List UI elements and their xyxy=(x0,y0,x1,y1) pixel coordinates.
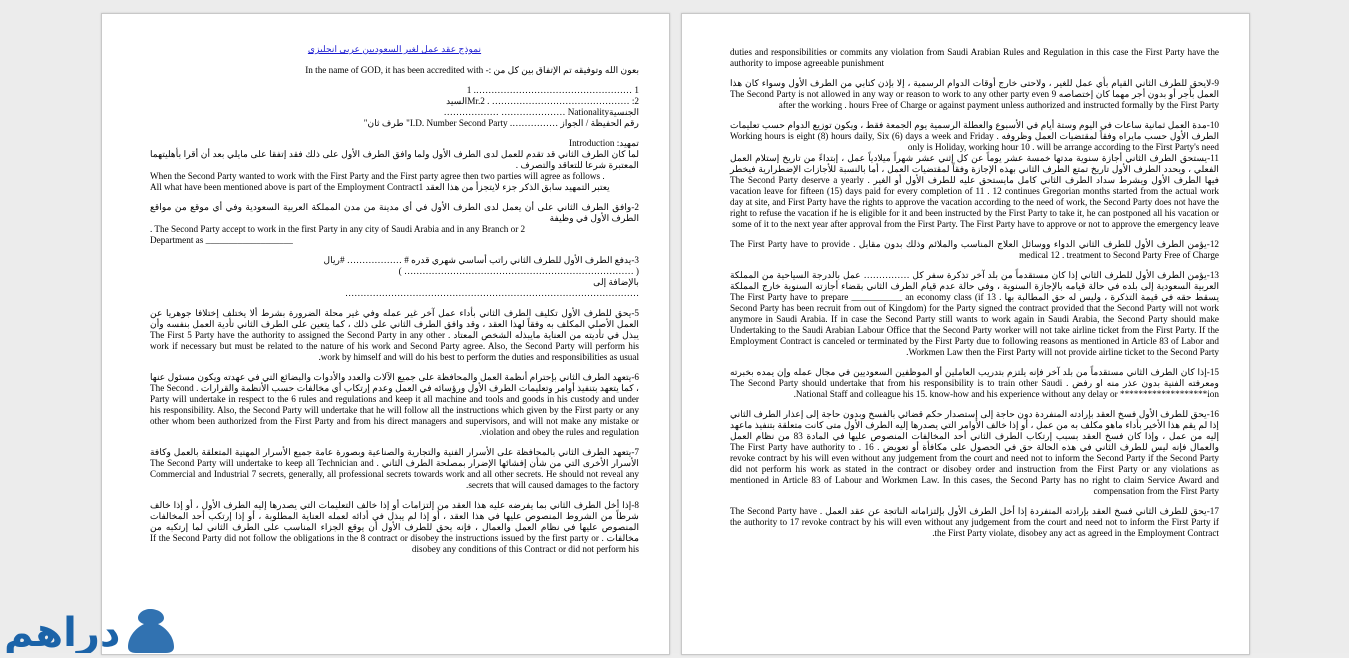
svg-text:دراهم: دراهم xyxy=(4,610,121,653)
paragraph-gap xyxy=(730,358,1219,367)
paragraph-text: 17-يحق للطرف الثاني فسخ العقد بإرادته المنفردة إذا أخل الطرف الأول بإلتزاماته الناتجة عن عقد العمل . The Second Party have the authority to 17 revoke contract by his will even without any judgement from the court and need not to inform the First Party if the First Party violate, disobey any act as agreed in the Employment Contract. xyxy=(730,506,1219,538)
paragraph-text: 6-يتعهد الطرف الثاني بإحترام أنظمة العمل والمحافظة على جميع الآلات والعدد والأدوات والبضائع التي في عهدته ويكون مسئول عنها ، كما يتعهد بتنفيذ أوامر وتعليمات الطرف الأول ورؤسائه في العمل وعدم إرتكاب أي مخالفات حسب الأنظمة والقرارات . The Second Party will undertake in respect to the 6 rules and regulations and keep it all machine and tools and goods in his custody and under his responsibility. Also, the Second Party will undertake that he will follow all the instructions which given by the First party or any other whom been authorized from the First Party and from his direct managers and supervisors, and will not make any mistake or violation and obey the rules and regulation. xyxy=(150,372,639,437)
paragraph-text: 10-مدة العمل ثمانية ساعات في اليوم وستة أيام في الأسبوع والعطلة الرسمية يوم الجمعة فقط ، ويكون توزيع الدوام حسب تعليمات الطرف الأول حسب مايراه وفقاً لمقتضيات العمل وظروفه . Working hours is eight (8) hours daily, Six (6) days a week and Friday only is Holiday, working hour 10 . will be arrange according to the First Party's need xyxy=(730,120,1219,152)
document-page-right xyxy=(681,13,1250,655)
paragraph-text: 7-يتعهد الطرف الثاني بالمحافظة على الأسرار الفنية والتجارية والصناعية وبصورة عامة جميع الأسرار المهنية المتعلقة بالعمل وكافة الأسرار الأخرى التي من شأن إفشائها الإضرار بمصلحة الطرف الثاني . The Second Party will undertake to keep all Technician and Commercial and Industrial 7 secrets, generally, all professional secrets towards work and all other secrets. He should not reveal any secrets that will caused damages to the factory. xyxy=(150,447,639,490)
paragraph-gap xyxy=(150,491,639,500)
paragraph-text: ( ………………………………………………………………… ) xyxy=(398,266,639,276)
paragraph-text: 8-إذا أخل الطرف الثاني بما يفرضه عليه هذا العقد من إلتزامات أو إذا خالف التعليمات التي يصدرها إليه الطرف الأول ، أو إذا خالف شرطاً من الشروط المنصوص عليها في هذا العقد ، أو إذا لم يبذل في أدائه لعمله العناية المطلوبة ، أو إذا إرتكب أحد المخالفات المنصوص عليها في نظام العمل والعمال ، فإنه يحق للطرف الأول أن يوقع الجزاء المناسب على الطرف الثاني لما إرتكبه من مخالفات . If the Second Party did not follow the obligations in the 8 contract or disobey the instructions issued by the first party or disobey any conditions of this Contract or did not perform his xyxy=(150,500,640,554)
document-title[interactable]: نموذج عقد عمل لغير السعوديين عربي انجليزي xyxy=(307,44,482,54)
paragraph-gap xyxy=(150,76,639,85)
paragraph-text: بعون الله وتوفيقه تم الإتفاق بين كل من :- In the name of GOD, it has been accredited with xyxy=(305,65,639,75)
money-bag-icon xyxy=(0,596,190,653)
document-page-left xyxy=(101,13,670,655)
paragraph-gap xyxy=(150,438,639,447)
paragraph-text: 2-وافق الطرف الثاني على أن يعمل لدى الطرف الأول في أي مدينة من مدن المملكة العربية السعودية وفي أي موقع من مواقع الطرف الأول في وظيفة xyxy=(150,202,639,223)
paragraph-text: 5-يحق للطرف الأول تكليف الطرف الثاني بأداء عمل آخر غير عمله وفي غير محلة الضرورة بشرط ألا يختلف إختلافا جوهريا عن العمل الأصلي المكلف به وفقاً لهذا العقد ، وقد وافق الطرف الثاني على ذلك ، كما يتعين على الطرف الثاني تأدية العمل بنفسه وأن يبذل في تأديته من العناية مايبذله الشخص المعتاد . The First 5 Party have the authority to assigned the Second Party in any other work if necessary but must be related to the nature of his work and Second Party agree. Also, the Second Party will perform his work by himself and will do his best to perform the duties and responsibilities as usual. xyxy=(150,308,639,362)
paragraph-gap xyxy=(150,363,639,372)
paragraph-gap xyxy=(730,261,1219,270)
paragraph-gap xyxy=(730,69,1219,78)
paragraph-text: Mr.2 . ……………………………………… :2السيد xyxy=(446,96,639,106)
paragraph-text: بالإضافة إلى xyxy=(593,277,639,287)
paragraph-text: When the Second Party wanted to work with the First Party and the First party agree then two parties will agree as follows . xyxy=(150,171,605,181)
paragraph-gap xyxy=(730,230,1219,239)
paragraph-gap xyxy=(150,299,639,308)
paragraph-gap xyxy=(730,111,1219,120)
page-content-left xyxy=(150,44,639,555)
paragraph-text: 12-يؤمن الطرف الأول للطرف الثاني الدواء ووسائل العلاج المناسب والملائم وذلك بدون مقابل . The First Party have to provide medical 12 . treatment to Second Party Free of Charge xyxy=(730,239,1219,260)
page-content-right xyxy=(730,47,1219,539)
left-page-text xyxy=(150,65,639,555)
paragraph-text: All what have been mentioned above is part of the Employment Contract1 يعتبر التمهيد سابق الذكر جزء لايتجزأ من هذا العقد xyxy=(150,182,610,192)
paragraph-text: 1 ……………………………………………. 1 xyxy=(466,85,639,95)
paragraph-gap xyxy=(150,246,639,255)
paragraph-text: . The Second Party accept to work in the first Party in any city of Saudi Arabia and in any Branch or 2 xyxy=(150,224,526,234)
paragraph-gap xyxy=(730,497,1219,506)
paragraph-text: 3-يدفع الطرف الأول للطرف الثاني راتب أساسي شهري قدره # ……………… #ريال xyxy=(323,255,639,265)
paragraph-text: 13-يؤمن الطرف الأول للطرف الثاني إذا كان مستقدماً من بلد آخر تذكرة سفر كل …………… عمل بالدرجة السياحية من المملكة العربية السعودية إلى بلده في حالة قيامه بالإجازة السنوية ، وفي حالة عدم قيام الطرف الثاني بقضاء أجازته السنوية خارج المملكة يسقط حقه في قيمة التذكرة ، وليس له حق المطالبة بها . 13 The First Party have to prepare ___________ an economy class (if Second Party has been recruit from out of Kingdom) for the Party signed the contract provided that the Second Party will not work anymore in Saudi Arabia. If in case the Second Party still wants to work again in Saudi Arabia, the Second Party should make Undertaking to the Saudi Arabian Labour Office that the Second Party worker will not take airline ticket from the First Party. If the Employment Contract is canceled or terminated by the First Party due to following reasons as mentioned in Article 83 of Labor and Workmen Law then the First Party will not provide airline ticket to the Second Party. xyxy=(730,270,1220,357)
paragraph-text: 16-يحق للطرف الأول فسخ العقد بإرادته المنفردة دون حاجة إلى إستصدار حكم قضائي بالفسخ وبدون حاجة إلى إعذار الطرف الثاني إذا لم يقم هذا الأخير بأداء ماهو مكلف به من عمل ، أو إذا خالف الأوامر التي يصدرها إليه الطرف الأول متى كانت متعلقة بتنفيذ ماعهد إليه من عمل ، وإذا كان فسخ العقد بسبب إرتكاب الطرف الثاني أحد المخالفات المنصوص عليها في المادة 83 من نظام العمل والعمال فإنه ليس للطرف الثاني في هذه الحالة حق في الحصول على مكافأة أو تعويض . 16 . The First Party have authority to revoke contract by his will even without any judgement from the court and need not to inform the Second Party if the Second Party did not perform his work as stated in the contract or disobey order and instruction from the First Party or any violations as mentioned in Article 83 of Labour and Workmen Law. In this cases, the Second Party has no right to claim Service Award and compensation from the First Party xyxy=(730,409,1220,496)
paragraph-text: تمهيد: Introduction xyxy=(569,138,639,148)
paragraph-text: رقم الحفيظة / الجواز ……………. I.D. Number Second Party" طرف ثان" xyxy=(363,118,639,128)
paragraph-gap xyxy=(150,129,639,138)
paragraph-gap xyxy=(150,193,639,202)
right-page-text xyxy=(730,47,1219,539)
paragraph-text: 11-يستحق الطرف الثاني أجازة سنوية مدتها خمسة عشر يوماً عن كل إثني عشر شهراً ميلادياً عمل ، إبتداءً من تاريخ إستلام العمل الفعلي ، ويحدد الطرف الأول تاريخ تمتع الطرف الثاني بهذه الإجازة وفقاً لمقتضيات العمل ، أما بالنسبة للأجازات الإضطرارية فيخطر فيها الطرف الأول ويشرط سداد الطرف الثاني كامل مايستحق عليه للطرف الأول أو الغير . The Second Party deserve a yearly vacation leave for fifteen (15) days paid for every completion of 11 . 12 continues Gregorian months started from the actual work day at site, and First Party have the rights to approve the vacation according to the need of work, the Second Party does not have the right to refuse the vacation if he is eligible for it and been instructed by the First Party to take it, he can postponed all his vacation or some of it to the next year after approval from the First Party. The First Party have to approve or not to approve the emergency leave xyxy=(730,153,1219,229)
paragraph-text: Department as ___________________ xyxy=(150,235,293,245)
paragraph-text: 15-إذا كان الطرف الثاني مستقدماً من بلد آخر فإنه يلتزم بتدريب العاملين أو الموظفين السعوديين في مجال عمله وإن يمده بخبرته ومعرفته الفنية بدون عذر منه او رفض . The Second Party should undertake that from his responsibility is to train other Saudi National Staff and colleague his 15. know-how and his experience without any delay or *******************ion. xyxy=(730,367,1219,399)
paragraph-text: duties and responsibilities or commits any violation from Saudi Arabian Rules and Regulation in this case the First Party have the authority to impose agreeable punishment xyxy=(730,47,1219,68)
paragraph-text: …………………………………………………………………………………… xyxy=(345,288,639,298)
paragraph-text: الجنسيةNationality ………………… ……………… xyxy=(443,107,639,117)
paragraph-text: لما كان الطرف الثاني قد تقدم للعمل لدى الطرف الأول ولما وافق الطرف الأول على ذلك فقد إتفقا على مايلي بعد أن أقرا بأهليتهما المعتبرة شرعا للتعاقد والتصرف . xyxy=(150,149,639,170)
paragraph-gap xyxy=(730,400,1219,409)
paragraph-text: 9-لايحق للطرف الثاني القيام بأي عمل للغير ، ولاحتى خارج أوقات الدوام الرسمية ، إلا بإذن كتابي من الطرف الأول وسواء كان هذا العمل بأجر أو بدون أجر مهما كان إختصاصه 9 The Second Party is not allowed in any way or reason to work to any other party even after the working . hours Free of Charge or against payment unless authorized and instructed formally by the First Party xyxy=(730,78,1220,110)
watermark-logo xyxy=(0,596,190,653)
